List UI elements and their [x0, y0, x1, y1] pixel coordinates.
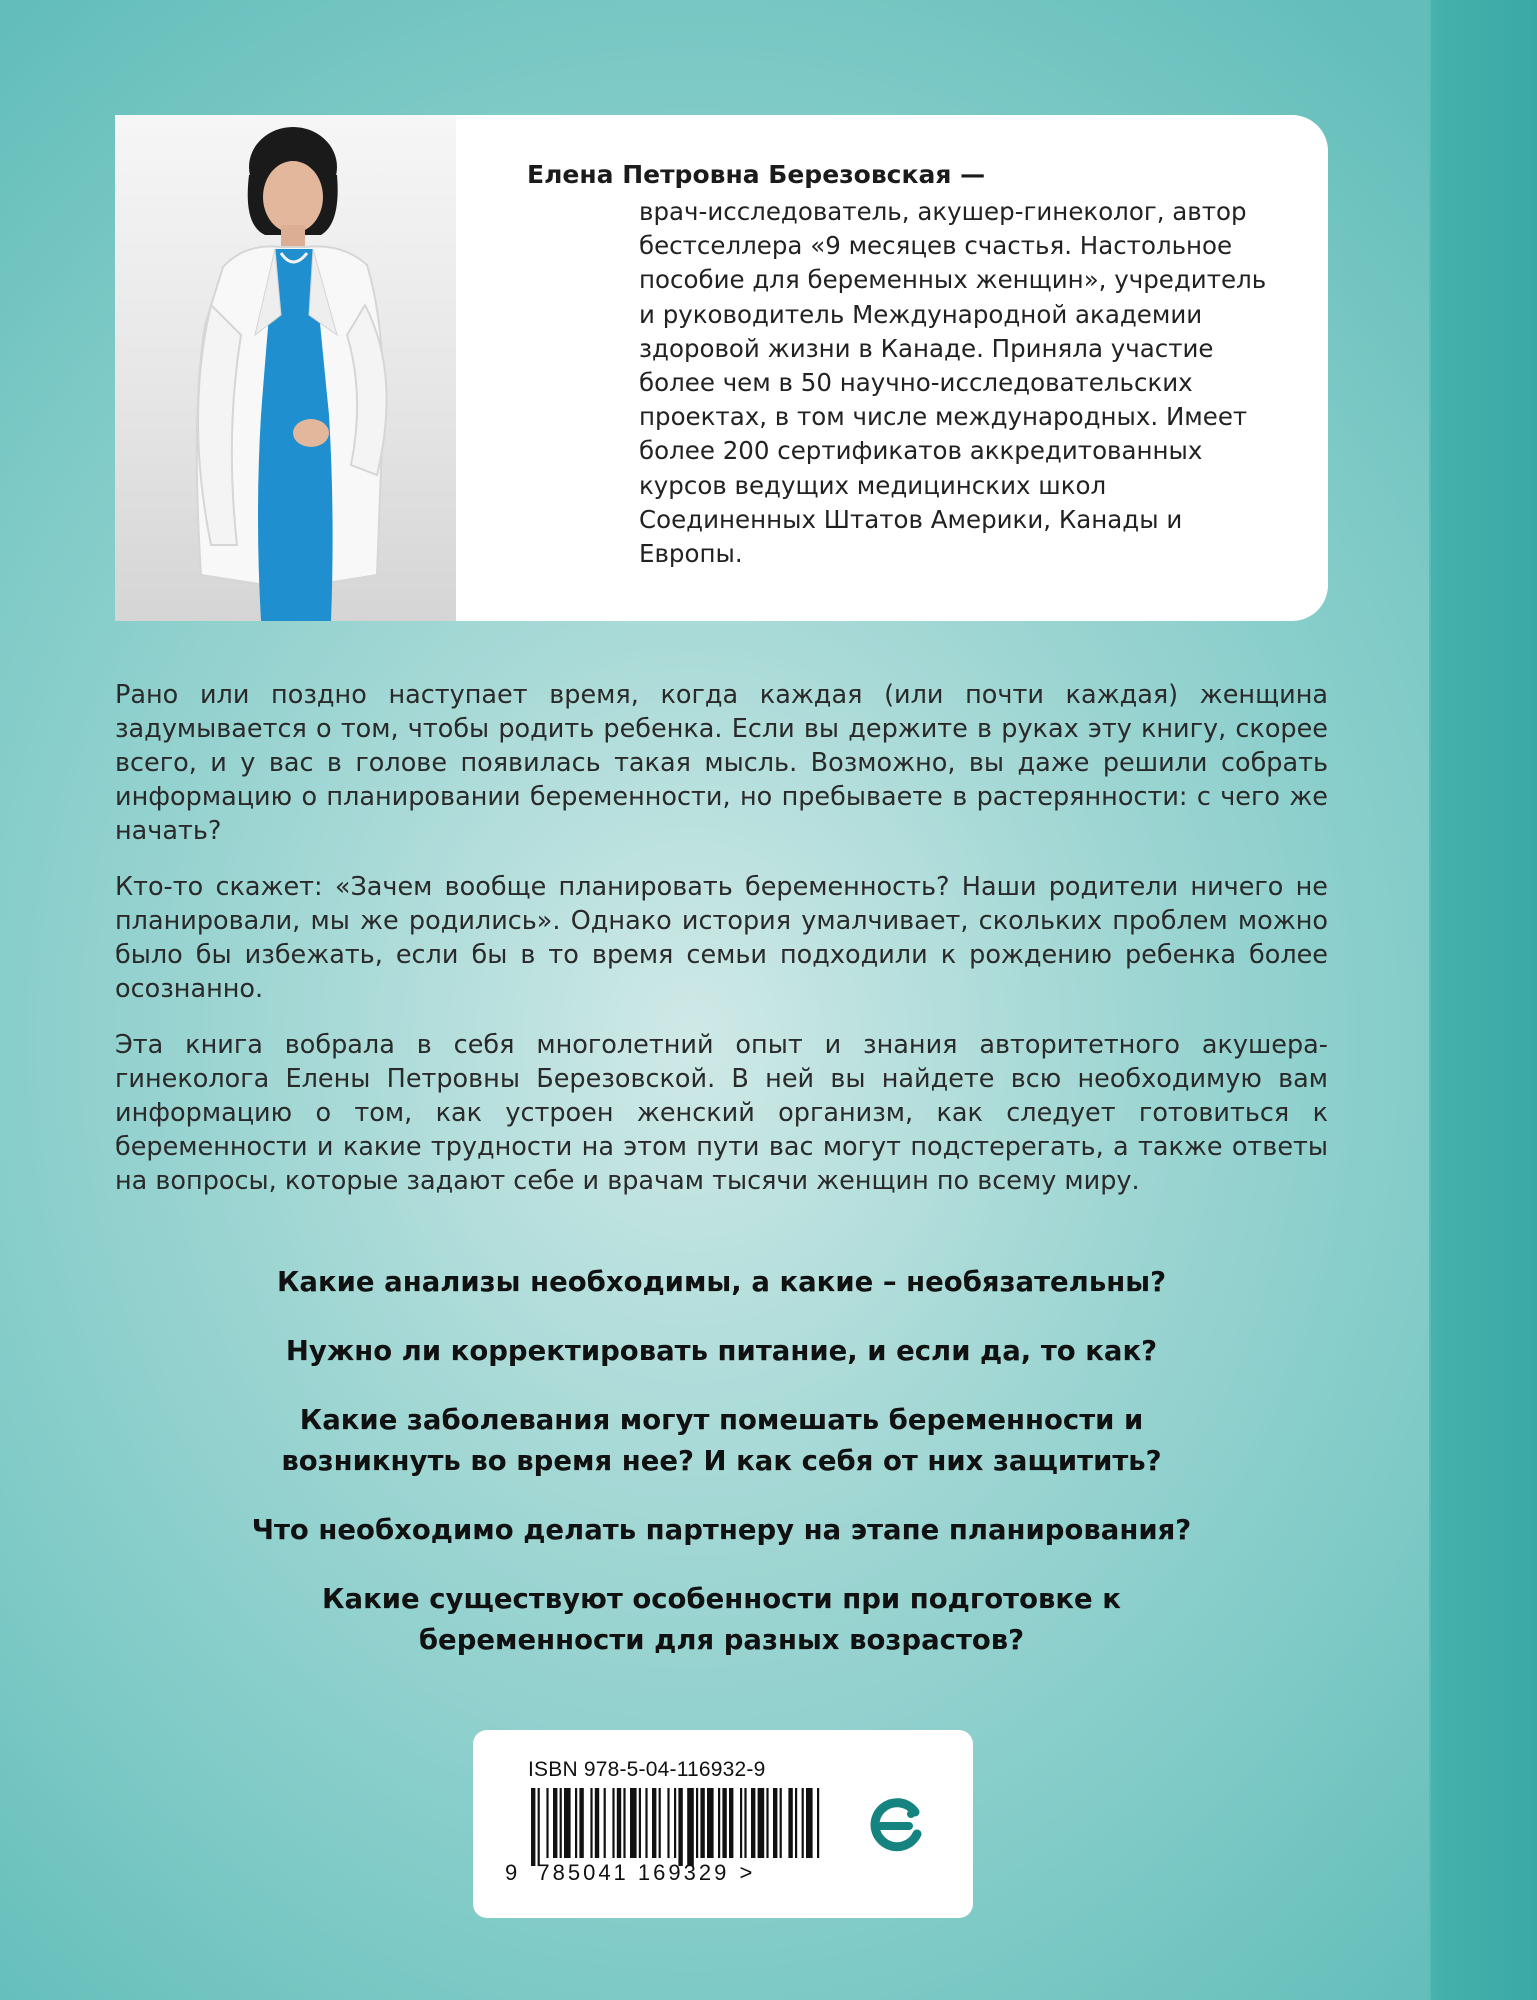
barcode-bar [623, 1788, 625, 1858]
barcode-bar [707, 1788, 714, 1858]
question-item: Что необходимо делать партнеру на этапе планирования? [251, 1514, 1192, 1546]
barcode-bar [639, 1788, 641, 1858]
barcode-bar [579, 1788, 583, 1858]
author-bio [527, 155, 1297, 571]
isbn-label: ISBN 978-5-04-116932-9 [528, 1758, 766, 1781]
author-card [115, 115, 1328, 621]
question-item: Какие существуют особенности при подготовке к беременности для разных возрастов? [322, 1583, 1121, 1656]
barcode-bar [687, 1788, 694, 1866]
barcode-digits [505, 1860, 752, 1886]
barcode-bar [744, 1788, 746, 1858]
barcode-bar [659, 1788, 661, 1858]
barcode-bar [678, 1788, 682, 1866]
book-spine [1429, 0, 1537, 2000]
barcode-icon [531, 1788, 821, 1866]
barcode-bar [538, 1788, 540, 1866]
barcode-bar [729, 1788, 733, 1858]
question-item: Какие анализы необходимы, а какие – необязательны? [276, 1266, 1167, 1298]
author-bio-text: врач-исследователь, акушер-гинеколог, автор бестселлера «9 месяцев счастья. Настольное пособие для беременных женщин», учредитель и руководитель Международной академии здоровой жизни в Канаде. Приняла участие более чем в 50 научно-исследовательских проектах, в том числе международных. Имеет более 200 сертификатов аккредитованных курсов ведущих медицинских школ Соединенных Штатов Америки, Канады и Европы. [639, 197, 1267, 569]
barcode-bar [645, 1788, 647, 1858]
barcode-end-mark: > [739, 1860, 753, 1885]
question-item: Нужно ли корректировать питание, и если да, то как? [285, 1335, 1158, 1367]
barcode-bar [802, 1788, 804, 1858]
barcode-bar [612, 1788, 614, 1858]
isbn-box [473, 1730, 973, 1918]
description-paragraph: Кто-то скажет: «Зачем вообще планировать беременность? Наши родители ничего не планировали, мы же родились». Однако история умалчивает, скольких проблем можно было бы избежать, если бы в то время семьи подходили к рождению ребенка более осознанно. [115, 872, 1328, 1004]
barcode-bar [718, 1788, 720, 1858]
barcode-bar [531, 1788, 535, 1866]
barcode-bar [674, 1788, 676, 1858]
key-questions [115, 1262, 1328, 1689]
description-paragraph: Эта книга вобрала в себя многолетний опыт и знания авторитетного акушера-гинеколога Елены Петровны Березовской. В ней вы найдете всю необходимую вам информацию о том, как устроен женский организм, как следует готовиться к беременности и какие трудности на этом пути вас могут подстерегать, а также ответы на вопросы, которые задают себе и врачам тысячи женщин по всему миру. [115, 1030, 1328, 1196]
author-name: Елена Петровна Березовская — [527, 160, 986, 189]
barcode-bar [696, 1788, 698, 1858]
barcode-bar [700, 1788, 704, 1858]
barcode-bar [652, 1788, 656, 1858]
barcode-bar [788, 1788, 792, 1858]
barcode-bar [595, 1788, 599, 1858]
barcode-bar [722, 1788, 726, 1858]
barcode-bar [766, 1788, 768, 1858]
barcode-bar [630, 1788, 637, 1858]
barcode-bar [553, 1788, 557, 1858]
barcode-bar [604, 1788, 606, 1858]
barcode-bar [575, 1788, 577, 1858]
publisher-logo-icon [863, 1790, 931, 1858]
barcode-bar [617, 1788, 621, 1858]
barcode-bar [817, 1788, 819, 1858]
barcode-bar [564, 1788, 571, 1858]
barcode-bar [667, 1788, 669, 1858]
barcode-bar [758, 1788, 765, 1858]
author-photo [115, 115, 456, 621]
barcode-bar [780, 1788, 782, 1858]
barcode-bar [751, 1788, 755, 1858]
barcode-bar [590, 1788, 592, 1858]
barcode-bar [560, 1788, 562, 1858]
question-item: Какие заболевания могут помешать беременности и возникнуть во время нее? И как себя от них защитить? [281, 1404, 1162, 1477]
barcode-bar [546, 1788, 548, 1858]
barcode-bar [740, 1788, 742, 1858]
barcode-first-digit: 9 [505, 1860, 518, 1885]
book-description [115, 678, 1328, 1220]
barcode-bar [773, 1788, 777, 1858]
barcode-bar [806, 1788, 813, 1858]
barcode-main-digits: 785041 169329 [537, 1860, 730, 1885]
description-paragraph: Рано или поздно наступает время, когда каждая (или почти каждая) женщина задумывается о том, чтобы родить ребенка. Если вы держите в руках эту книгу, скорее всего, и у вас в голове появилась такая мысль. Возможно, вы даже решили собрать информацию о планировании беременности, но пребываете в растерянности: с чего же начать? [115, 680, 1328, 846]
barcode-bar [795, 1788, 797, 1858]
